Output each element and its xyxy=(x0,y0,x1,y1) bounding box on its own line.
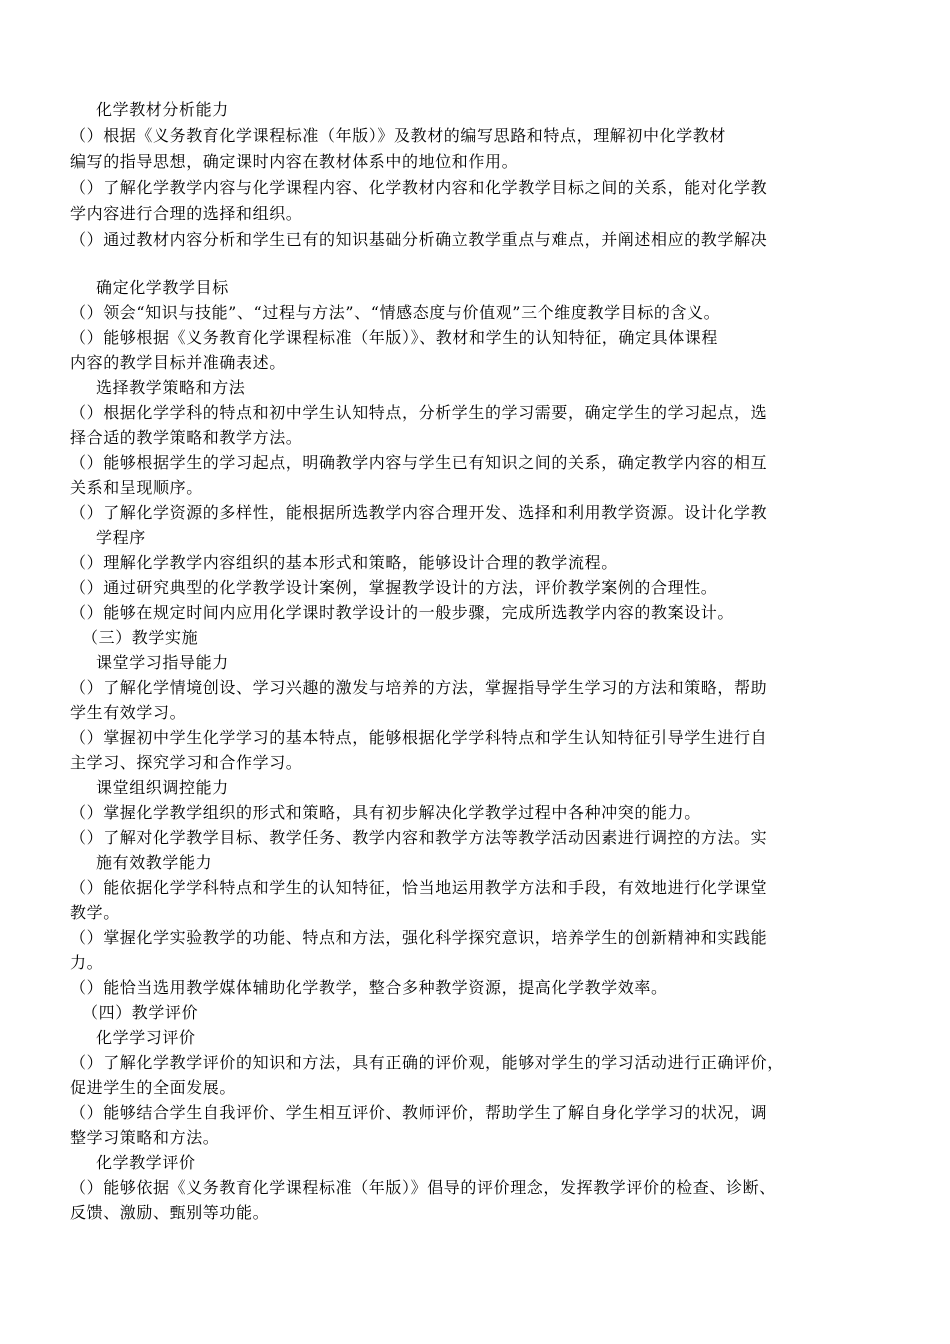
text-line: （）根据《义务教育化学课程标准（年版）》及教材的编写思路和特点，理解初中化学教材 xyxy=(70,126,727,145)
text-line: （）能够结合学生自我评价、学生相互评价、教师评价，帮助学生了解自身化学学习的状况，调 xyxy=(70,1103,768,1122)
text-line: 学生有效学习。 xyxy=(70,703,187,722)
section-heading: 课堂学习指导能力 xyxy=(96,653,229,672)
text-line: （）能够依据《义务教育化学课程标准（年版）》倡导的评价理念，发挥教学评价的检查、诊断、 xyxy=(70,1178,776,1197)
text-line: （）掌握化学实验教学的功能、特点和方法，强化科学探究意识，培养学生的创新精神和实践能 xyxy=(70,928,768,947)
section-heading: 选择教学策略和方法 xyxy=(96,378,246,397)
text-line: （）通过教材内容分析和学生已有的知识基础分析确立教学重点与难点，并阐述相应的教学解决 xyxy=(70,230,768,249)
text-line: （）能够根据学生的学习起点，明确教学内容与学生已有知识之间的关系，确定教学内容的相互 xyxy=(70,453,768,472)
text-line: 择合适的教学策略和教学方法。 xyxy=(70,428,303,447)
chapter-heading: （三）教学实施 xyxy=(82,628,199,647)
text-line: 学内容进行合理的选择和组织。 xyxy=(70,204,303,223)
text-line: （）了解对化学教学目标、教学任务、教学内容和教学方法等教学活动因素进行调控的方法。实 xyxy=(70,828,768,847)
text-line: 编写的指导思想，确定课时内容在教材体系中的地位和作用。 xyxy=(70,152,519,171)
text-line: （）通过研究典型的化学教学设计案例，掌握教学设计的方法，评价教学案例的合理性。 xyxy=(70,578,718,597)
text-line: 关系和呈现顺序。 xyxy=(70,478,203,497)
section-heading: 化学学习评价 xyxy=(96,1028,196,1047)
section-heading: 化学教材分析能力 xyxy=(96,100,229,119)
text-line: （）根据化学学科的特点和初中学生认知特点，分析学生的学习需要，确定学生的学习起点，选 xyxy=(70,403,768,422)
chapter-heading: （四）教学评价 xyxy=(82,1003,199,1022)
text-line: （）能够在规定时间内应用化学课时教学设计的一般步骤，完成所选教学内容的教案设计。 xyxy=(70,603,735,622)
section-heading: 化学教学评价 xyxy=(96,1153,196,1172)
text-line: （）了解化学教学内容与化学课程内容、化学教材内容和化学教学目标之间的关系，能对化学教 xyxy=(70,178,768,197)
section-heading: 施有效教学能力 xyxy=(96,853,213,872)
text-line: 力。 xyxy=(70,953,104,972)
section-heading: 学程序 xyxy=(96,528,146,547)
text-line: （）掌握初中学生化学学习的基本特点，能够根据化学学科特点和学生认知特征引导学生进行自 xyxy=(70,728,768,747)
text-line: （）理解化学教学内容组织的基本形式和策略，能够设计合理的教学流程。 xyxy=(70,553,618,572)
text-line: （）领会“知识与技能”、“过程与方法”、“情感态度与价值观”三个维度教学目标的含义。 xyxy=(70,303,721,322)
text-line: （）能恰当选用教学媒体辅助化学教学，整合多种教学资源，提高化学教学效率。 xyxy=(70,978,668,997)
section-heading: 课堂组织调控能力 xyxy=(96,778,229,797)
text-line: 促进学生的全面发展。 xyxy=(70,1078,237,1097)
text-line: 教学。 xyxy=(70,903,120,922)
section-heading: 确定化学教学目标 xyxy=(96,278,229,297)
text-line: 内容的教学目标并准确表述。 xyxy=(70,353,286,372)
text-line: 反馈、激励、甄别等功能。 xyxy=(70,1203,270,1222)
text-line: 整学习策略和方法。 xyxy=(70,1128,220,1147)
text-line: （）了解化学情境创设、学习兴趣的激发与培养的方法，掌握指导学生学习的方法和策略，帮助 xyxy=(70,678,768,697)
text-line: （）能够根据《义务教育化学课程标准（年版）》、教材和学生的认知特征，确定具体课程 xyxy=(70,328,719,347)
text-line: （）了解化学资源的多样性，能根据所选教学内容合理开发、选择和利用教学资源。设计化学教 xyxy=(70,503,768,522)
text-line: （）掌握化学教学组织的形式和策略，具有初步解决化学教学过程中各种冲突的能力。 xyxy=(70,803,701,822)
text-line: 主学习、探究学习和合作学习。 xyxy=(70,753,303,772)
text-line: （）了解化学教学评价的知识和方法，具有正确的评价观，能够对学生的学习活动进行正确评价， xyxy=(70,1053,784,1072)
text-line: （）能依据化学学科特点和学生的认知特征，恰当地运用教学方法和手段，有效地进行化学课堂 xyxy=(70,878,768,897)
